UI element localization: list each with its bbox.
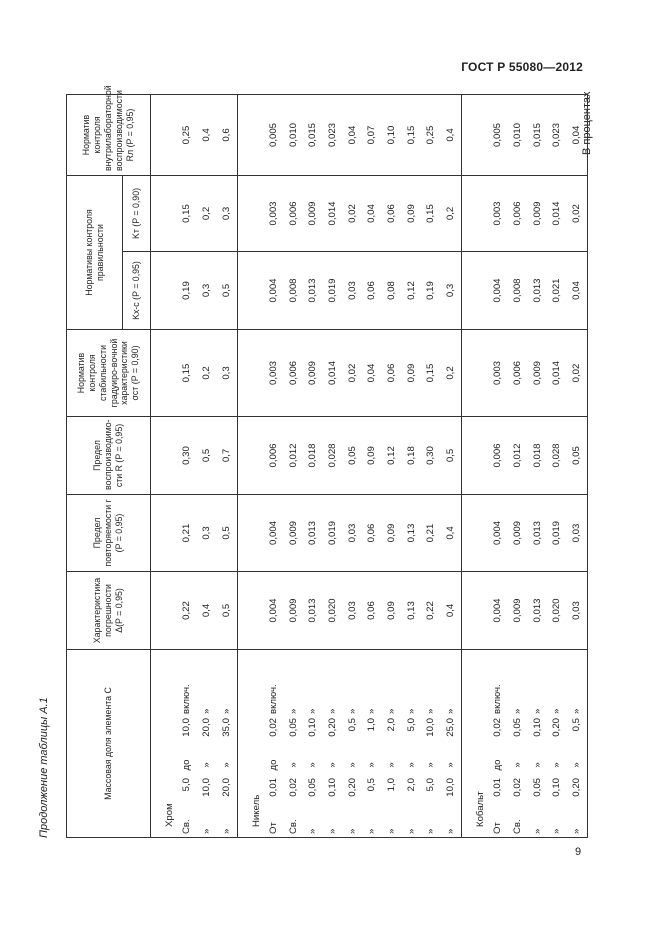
rotated-table-wrapper — [66, 85, 588, 838]
range-post: » — [386, 708, 398, 714]
range-w: до — [267, 759, 279, 771]
value-cell: 0,03 — [567, 572, 588, 650]
mass-range — [216, 650, 237, 838]
value-cell: 0,5 — [441, 417, 462, 495]
value-cell: 0,15 — [401, 95, 421, 176]
value-cell: 0,02 — [342, 330, 362, 417]
range-pre: » — [307, 828, 319, 834]
range-a: 20,0 — [220, 778, 232, 797]
mass-range — [441, 650, 462, 838]
value-cell: 0,018 — [303, 417, 323, 495]
range-pre: » — [326, 828, 338, 834]
value-cell: 0,4 — [197, 572, 217, 650]
value-cell: 0,010 — [508, 95, 528, 176]
range-a: 5,0 — [425, 778, 437, 792]
range-b: 5,0 — [405, 718, 417, 732]
value-cell: 0,02 — [342, 176, 362, 252]
value-cell: 0,014 — [547, 176, 567, 252]
value-cell: 0,004 — [488, 252, 508, 330]
value-cell: 0,3 — [197, 252, 217, 330]
range-w: » — [220, 762, 232, 768]
range-b: 0,02 — [492, 718, 504, 737]
value-cell: 0,15 — [421, 330, 441, 417]
range-pre: Св. — [287, 819, 299, 834]
range-w: » — [287, 762, 299, 768]
range-b: 0,05 — [511, 718, 523, 737]
empty-cell — [151, 417, 178, 495]
value-cell: 0,009 — [508, 572, 528, 650]
value-cell: 0,08 — [382, 252, 402, 330]
value-cell: 0,18 — [401, 417, 421, 495]
table-body — [151, 95, 588, 838]
range-w: » — [326, 762, 338, 768]
value-cell: 0,2 — [441, 330, 462, 417]
range-b: 0,02 — [267, 718, 279, 737]
table-row — [323, 95, 343, 838]
units-note: В процентах — [581, 91, 593, 155]
element-name: Хром — [151, 650, 178, 838]
value-cell: 0,13 — [401, 495, 421, 572]
range-w: » — [425, 762, 437, 768]
range-post: » — [287, 708, 299, 714]
value-cell: 0,028 — [547, 417, 567, 495]
table-row — [382, 95, 402, 838]
range-a: 10,0 — [201, 778, 213, 797]
range-a: 5,0 — [181, 778, 193, 792]
section-row — [151, 95, 178, 838]
value-cell: 0,03 — [342, 495, 362, 572]
value-cell: 0,004 — [264, 252, 284, 330]
value-cell: 0,5 — [197, 417, 217, 495]
value-cell: 0,02 — [567, 330, 588, 417]
range-post: » — [511, 708, 523, 714]
value-cell: 0,04 — [342, 95, 362, 176]
header-repeatability: Предел повторяемости r (P = 0,95) — [67, 495, 151, 572]
empty-cell — [151, 95, 178, 176]
table-row — [547, 95, 567, 838]
value-cell: 0,7 — [216, 417, 237, 495]
value-cell: 0,6 — [216, 95, 237, 176]
value-cell: 0,013 — [527, 495, 547, 572]
value-cell: 0,015 — [527, 95, 547, 176]
range-pre: » — [386, 828, 398, 834]
value-cell: 0,014 — [323, 330, 343, 417]
value-cell: 0,008 — [508, 252, 528, 330]
empty-cell — [461, 252, 488, 330]
header-kt: Kт (P = 0,90) — [123, 176, 151, 252]
empty-cell — [237, 252, 264, 330]
value-cell: 0,3 — [216, 330, 237, 417]
empty-cell — [461, 572, 488, 650]
value-cell: 0,15 — [421, 176, 441, 252]
value-cell: 0,30 — [177, 417, 197, 495]
range-b: 10,0 — [425, 718, 437, 737]
empty-cell — [461, 417, 488, 495]
value-cell: 0,10 — [382, 95, 402, 176]
empty-cell — [461, 176, 488, 252]
header-kxc: Kx-c (P = 0,95) — [123, 252, 151, 330]
value-cell: 0,09 — [382, 495, 402, 572]
section-row — [461, 95, 488, 838]
value-cell: 0,009 — [283, 572, 303, 650]
table-row — [362, 95, 382, 838]
mass-range — [421, 650, 441, 838]
section-row — [237, 95, 264, 838]
value-cell: 0,4 — [197, 95, 217, 176]
range-pre: » — [201, 828, 213, 834]
mass-range — [283, 650, 303, 838]
value-cell: 0,09 — [401, 330, 421, 417]
page-number: 9 — [575, 846, 582, 858]
range-w: » — [201, 762, 213, 768]
value-cell: 0,004 — [264, 495, 284, 572]
value-cell: 0,06 — [362, 495, 382, 572]
value-cell: 0,009 — [283, 495, 303, 572]
value-cell: 0,005 — [264, 95, 284, 176]
value-cell: 0,009 — [303, 330, 323, 417]
range-pre: Св. — [511, 819, 523, 834]
range-pre: » — [405, 828, 417, 834]
range-b: 0,10 — [531, 718, 543, 737]
empty-cell — [237, 495, 264, 572]
value-cell: 0,003 — [488, 176, 508, 252]
value-cell: 0,2 — [441, 176, 462, 252]
value-cell: 0,05 — [342, 417, 362, 495]
value-cell: 0,4 — [441, 572, 462, 650]
mass-range — [197, 650, 217, 838]
range-a: 2,0 — [405, 778, 417, 792]
range-a: 0,20 — [571, 778, 583, 797]
range-b: 25,0 — [445, 718, 457, 737]
table-row — [197, 95, 217, 838]
range-pre: От — [492, 822, 504, 834]
value-cell: 0,019 — [323, 252, 343, 330]
value-cell: 0,006 — [508, 330, 528, 417]
mass-range — [264, 650, 284, 838]
value-cell: 0,009 — [527, 330, 547, 417]
value-cell: 0,010 — [283, 95, 303, 176]
range-post: » — [531, 708, 543, 714]
table-row — [508, 95, 528, 838]
range-post: » — [571, 708, 583, 714]
range-pre: Св. — [181, 819, 193, 834]
value-cell: 0,013 — [527, 252, 547, 330]
element-name: Никель — [237, 650, 264, 838]
range-b: 0,5 — [571, 718, 583, 732]
value-cell: 0,020 — [547, 572, 567, 650]
range-pre: » — [220, 828, 232, 834]
value-cell: 0,013 — [303, 572, 323, 650]
value-cell: 0,012 — [508, 417, 528, 495]
value-cell: 0,4 — [441, 95, 462, 176]
value-cell: 0,03 — [342, 572, 362, 650]
value-cell: 0,05 — [567, 417, 588, 495]
range-a: 0,05 — [307, 778, 319, 797]
range-w: » — [531, 762, 543, 768]
value-cell: 0,015 — [303, 95, 323, 176]
range-post: включ. — [492, 684, 504, 714]
table-row — [177, 95, 197, 838]
empty-cell — [151, 330, 178, 417]
value-cell: 0,19 — [421, 252, 441, 330]
value-cell: 0,004 — [488, 572, 508, 650]
value-cell: 0,023 — [547, 95, 567, 176]
range-b: 0,5 — [346, 718, 358, 732]
range-post: включ. — [267, 684, 279, 714]
empty-cell — [151, 572, 178, 650]
value-cell: 0,03 — [567, 495, 588, 572]
range-w: » — [346, 762, 358, 768]
mass-range — [323, 650, 343, 838]
value-cell: 0,13 — [401, 572, 421, 650]
mass-range — [547, 650, 567, 838]
value-cell: 0,02 — [567, 176, 588, 252]
mass-range — [401, 650, 421, 838]
value-cell: 0,04 — [362, 330, 382, 417]
value-cell: 0,006 — [283, 176, 303, 252]
value-cell: 0,06 — [362, 252, 382, 330]
table-row — [401, 95, 421, 838]
range-w: до — [181, 759, 193, 771]
range-b: 0,20 — [326, 718, 338, 737]
header-correctness-group: Нормативы контроля правильности — [67, 176, 123, 330]
mass-range — [303, 650, 323, 838]
value-cell: 0,5 — [216, 572, 237, 650]
range-b: 0,05 — [287, 718, 299, 737]
table-row — [342, 95, 362, 838]
value-cell: 0,5 — [216, 252, 237, 330]
range-b: 0,10 — [307, 718, 319, 737]
value-cell: 0,006 — [488, 417, 508, 495]
range-pre: » — [346, 828, 358, 834]
empty-cell — [237, 176, 264, 252]
range-post: » — [551, 708, 563, 714]
empty-cell — [461, 495, 488, 572]
mass-range — [567, 650, 588, 838]
value-cell: 0,004 — [264, 572, 284, 650]
value-cell: 0,003 — [264, 330, 284, 417]
range-w: » — [405, 762, 417, 768]
value-cell: 0,25 — [177, 95, 197, 176]
range-pre: » — [551, 828, 563, 834]
range-w: » — [366, 762, 378, 768]
empty-cell — [151, 252, 178, 330]
empty-cell — [237, 330, 264, 417]
range-pre: » — [425, 828, 437, 834]
empty-cell — [237, 572, 264, 650]
value-cell: 0,019 — [323, 495, 343, 572]
range-post: » — [425, 708, 437, 714]
range-b: 0,20 — [551, 718, 563, 737]
value-cell: 0,04 — [567, 95, 588, 176]
table-row — [567, 95, 588, 838]
range-post: » — [366, 708, 378, 714]
range-a: 0,5 — [366, 778, 378, 792]
value-cell: 0,018 — [527, 417, 547, 495]
value-cell: 0,013 — [303, 252, 323, 330]
value-cell: 0,2 — [197, 330, 217, 417]
element-name: Кобальт — [461, 650, 488, 838]
header-stability: Норматив контроля стабильности градуиро-вочной характеристики σст (P = 0,90) — [67, 330, 151, 417]
range-b: 1,0 — [366, 718, 378, 732]
range-a: 0,05 — [531, 778, 543, 797]
value-cell: 0,005 — [488, 95, 508, 176]
value-cell: 0,013 — [527, 572, 547, 650]
mass-range — [488, 650, 508, 838]
value-cell: 0,09 — [382, 572, 402, 650]
value-cell: 0,21 — [421, 495, 441, 572]
header-error: Характеристика погрешности Δ(P = 0,95) — [67, 572, 151, 650]
range-post: включ. — [181, 684, 193, 714]
value-cell: 0,019 — [547, 495, 567, 572]
range-pre: » — [531, 828, 543, 834]
value-cell: 0,21 — [177, 495, 197, 572]
value-cell: 0,3 — [197, 495, 217, 572]
value-cell: 0,009 — [527, 176, 547, 252]
range-w: » — [445, 762, 457, 768]
value-cell: 0,3 — [216, 176, 237, 252]
table-row — [264, 95, 284, 838]
value-cell: 0,15 — [177, 330, 197, 417]
value-cell: 0,008 — [283, 252, 303, 330]
table-caption: Продолжение таблицы А.1 — [38, 697, 50, 838]
value-cell: 0,023 — [323, 95, 343, 176]
range-w: » — [307, 762, 319, 768]
range-a: 0,02 — [511, 778, 523, 797]
range-w: » — [511, 762, 523, 768]
mass-range — [177, 650, 197, 838]
mass-range — [508, 650, 528, 838]
range-b: 10,0 — [181, 718, 193, 737]
range-b: 2,0 — [386, 718, 398, 732]
value-cell: 0,004 — [488, 495, 508, 572]
range-post: » — [326, 708, 338, 714]
range-a: 0,20 — [346, 778, 358, 797]
header-reproducibility: Предел воспроизводимо-сти R (P = 0,95) — [67, 417, 151, 495]
value-cell: 0,09 — [401, 176, 421, 252]
value-cell: 0,12 — [382, 417, 402, 495]
table-row — [303, 95, 323, 838]
range-post: » — [201, 708, 213, 714]
mass-range — [362, 650, 382, 838]
range-a: 1,0 — [386, 778, 398, 792]
range-pre: » — [571, 828, 583, 834]
value-cell: 0,06 — [382, 176, 402, 252]
range-pre: » — [445, 828, 457, 834]
header-mass: Массовая доля элемента C — [67, 650, 151, 838]
value-cell: 0,020 — [323, 572, 343, 650]
table-row — [527, 95, 547, 838]
range-a: 0,01 — [267, 778, 279, 797]
value-cell: 0,006 — [283, 330, 303, 417]
value-cell: 0,06 — [382, 330, 402, 417]
range-a: 0,02 — [287, 778, 299, 797]
range-w: » — [571, 762, 583, 768]
range-pre: » — [366, 828, 378, 834]
header-intralab: Норматив контроля внутрилабораторной воспроизводимости Rл (P = 0,95) — [67, 95, 151, 176]
range-a: 0,10 — [326, 778, 338, 797]
value-cell: 0,009 — [508, 495, 528, 572]
empty-cell — [237, 417, 264, 495]
mass-range — [527, 650, 547, 838]
value-cell: 0,04 — [567, 252, 588, 330]
empty-cell — [461, 95, 488, 176]
range-a: 0,10 — [551, 778, 563, 797]
value-cell: 0,028 — [323, 417, 343, 495]
value-cell: 0,12 — [401, 252, 421, 330]
value-cell: 0,4 — [441, 495, 462, 572]
range-post: » — [346, 708, 358, 714]
table-row — [216, 95, 237, 838]
range-a: 10,0 — [445, 778, 457, 797]
value-cell: 0,2 — [197, 176, 217, 252]
value-cell: 0,009 — [303, 176, 323, 252]
value-cell: 0,07 — [362, 95, 382, 176]
document-code: ГОСТ Р 55080—2012 — [461, 60, 583, 74]
range-w: » — [386, 762, 398, 768]
empty-cell — [237, 95, 264, 176]
table-row — [421, 95, 441, 838]
value-cell: 0,04 — [362, 176, 382, 252]
range-b: 35,0 — [220, 718, 232, 737]
value-cell: 0,15 — [177, 176, 197, 252]
value-cell: 0,25 — [421, 95, 441, 176]
value-cell: 0,19 — [177, 252, 197, 330]
value-cell: 0,013 — [303, 495, 323, 572]
range-post: » — [220, 708, 232, 714]
value-cell: 0,09 — [362, 417, 382, 495]
data-table — [66, 85, 588, 838]
range-w: » — [551, 762, 563, 768]
table-row — [283, 95, 303, 838]
mass-range — [382, 650, 402, 838]
range-post: » — [307, 708, 319, 714]
value-cell: 0,03 — [342, 252, 362, 330]
value-cell: 0,003 — [488, 330, 508, 417]
mass-range — [342, 650, 362, 838]
value-cell: 0,3 — [441, 252, 462, 330]
range-a: 0,01 — [492, 778, 504, 797]
table-row — [441, 95, 462, 838]
value-cell: 0,006 — [508, 176, 528, 252]
empty-cell — [151, 176, 178, 252]
range-b: 20,0 — [201, 718, 213, 737]
value-cell: 0,014 — [323, 176, 343, 252]
value-cell: 0,06 — [362, 572, 382, 650]
value-cell: 0,012 — [283, 417, 303, 495]
range-post: » — [445, 708, 457, 714]
value-cell: 0,003 — [264, 176, 284, 252]
table-row — [488, 95, 508, 838]
value-cell: 0,30 — [421, 417, 441, 495]
value-cell: 0,22 — [421, 572, 441, 650]
value-cell: 0,006 — [264, 417, 284, 495]
value-cell: 0,22 — [177, 572, 197, 650]
range-w: до — [492, 759, 504, 771]
empty-cell — [151, 495, 178, 572]
value-cell: 0,021 — [547, 252, 567, 330]
value-cell: 0,5 — [216, 495, 237, 572]
empty-cell — [461, 330, 488, 417]
range-post: » — [405, 708, 417, 714]
range-pre: От — [267, 822, 279, 834]
value-cell: 0,014 — [547, 330, 567, 417]
